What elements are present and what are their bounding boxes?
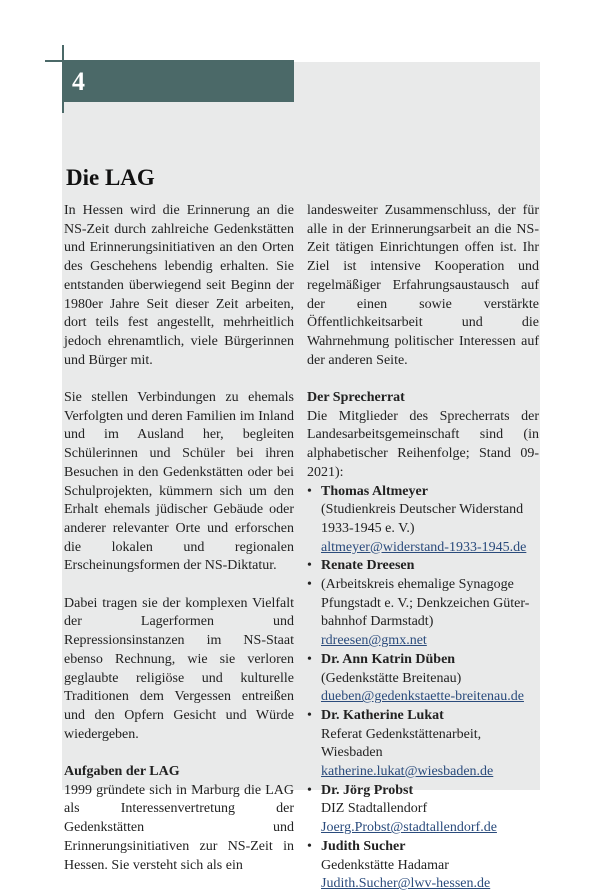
- member-affiliation: Gedenkstätte Hadamar: [321, 857, 449, 873]
- member-item: [307, 782, 539, 838]
- paragraph: 1999 gründete sich in Marburg die LAG als Interessenvertretung der Gedenkstätten und Erinnerungsinitiativen zur NS-Zeit in Hessen. Sie versteht sich als ein: [64, 782, 294, 873]
- email-link[interactable]: altmeyer@widerstand-1933-1945.de: [321, 539, 527, 555]
- bullet-icon: •: [307, 483, 312, 499]
- chapter-number: 4: [72, 67, 85, 96]
- email-link[interactable]: Judith.Sucher@lwv-hessen.de: [321, 876, 491, 892]
- member-affiliation: DIZ Stadtallendorf: [321, 801, 428, 817]
- bullet-icon: •: [307, 577, 312, 593]
- member-item: [307, 838, 539, 894]
- page-title: Die LAG: [66, 165, 155, 190]
- member-name: Dr. Katherine Lukat: [321, 707, 444, 723]
- paragraph: In Hessen wird die Erinnerung an die NS-Zeit durch zahlreiche Gedenkstätten und Erinnerungsinitiativen an den Orten des Geschehens lebendig erhalten. Sie entstanden überwiegend seit Beginn der 1980er Jahre Seit dieser Zeit arbeiten, dort teils fest angestellt, mehrheitlich jedoch ehrenamtlich, viele Bürgerinnen und Bürger mit.: [64, 203, 294, 368]
- email-link[interactable]: dueben@gedenkstaette-breitenau.de: [321, 689, 524, 705]
- member-name: Dr. Jörg Probst: [321, 782, 414, 798]
- bullet-icon: •: [307, 707, 312, 723]
- chapter-tab: [62, 62, 294, 102]
- email-link[interactable]: rdreesen@gmx.net: [321, 633, 427, 649]
- paragraph: Sie stellen Verbindungen zu ehemals Verfolgten und deren Familien im Inland und im Ausland her, begleiten Schülerinnen und Schüler bei ihren Besuchen in den Gedenkstätten oder bei Schulprojekten, kümmern sich um den Erhalt ehemals jüdischer Gebäude oder anderer relevanter Orte und erforschen die lokalen und regionalen Erscheinungsformen der NS-Diktatur.: [64, 390, 294, 574]
- member-item: [307, 651, 539, 707]
- member-item: [307, 557, 539, 576]
- bullet-icon: •: [307, 782, 312, 798]
- member-name: Judith Sucher: [321, 838, 406, 854]
- right-column: [307, 202, 539, 894]
- member-affiliation: (Arbeitskreis ehemalige Synagoge: [321, 577, 514, 593]
- section-heading-aufgaben: Aufgaben der LAG: [64, 764, 180, 780]
- member-name: Renate Dreesen: [321, 558, 415, 574]
- member-affiliation: bahnhof Darmstadt): [321, 614, 434, 630]
- bullet-icon: •: [307, 651, 312, 667]
- member-item: [307, 707, 539, 782]
- member-affiliation: (Studienkreis Deutscher Widerstand: [321, 502, 524, 518]
- bullet-icon: •: [307, 558, 312, 574]
- crop-mark-vertical: [62, 45, 64, 113]
- member-affiliation: 1933-1945 e. V.): [321, 520, 415, 536]
- member-affiliation: Pfungstadt e. V.; Denkzeichen Güter-: [321, 595, 530, 611]
- paragraph: Dabei tragen sie der komplexen Vielfalt der Lagerformen und Repressionsinstanzen im NS-Staat ebenso Rechnung, wie sie verloren geglaubte religiöse und kulturelle Traditionen dem Vergessen entreißen und den Opfern Gesicht und Würde wiedergeben.: [64, 595, 294, 742]
- paragraph: landesweiter Zusammenschluss, der für alle in der Erinnerungsarbeit an die NS-Zeit tätigen Einrichtungen offen ist. Ihr Ziel ist intensive Kooperation und regelmäßiger Erfahrungsaustausch auf der einen sowie verstärkte Öffentlichkeitsarbeit und die Wahrnehmung politischer Interessen auf der anderen Seite.: [307, 203, 539, 368]
- member-name: Dr. Ann Katrin Düben: [321, 651, 456, 667]
- member-affiliation: Referat Gedenkstättenarbeit, Wiesbaden: [321, 726, 482, 761]
- left-column: [64, 202, 294, 875]
- bullet-icon: •: [307, 838, 312, 854]
- email-link[interactable]: Joerg.Probst@stadtallendorf.de: [321, 820, 497, 836]
- section-heading-sprecherrat: Der Sprecherrat: [307, 390, 405, 406]
- member-list: [307, 483, 539, 894]
- member-name: Thomas Altmeyer: [321, 483, 428, 499]
- member-item: [307, 576, 539, 651]
- crop-mark-horizontal: [45, 60, 294, 62]
- email-link[interactable]: katherine.lukat@wiesbaden.de: [321, 764, 494, 780]
- member-affiliation: (Gedenkstätte Breitenau): [321, 670, 462, 686]
- paragraph: Die Mitglieder des Sprecherrats der Landesarbeitsgemeinschaft sind (in alphabetischer Reihenfolge; Stand 09-2021):: [307, 408, 539, 480]
- member-item: [307, 483, 539, 558]
